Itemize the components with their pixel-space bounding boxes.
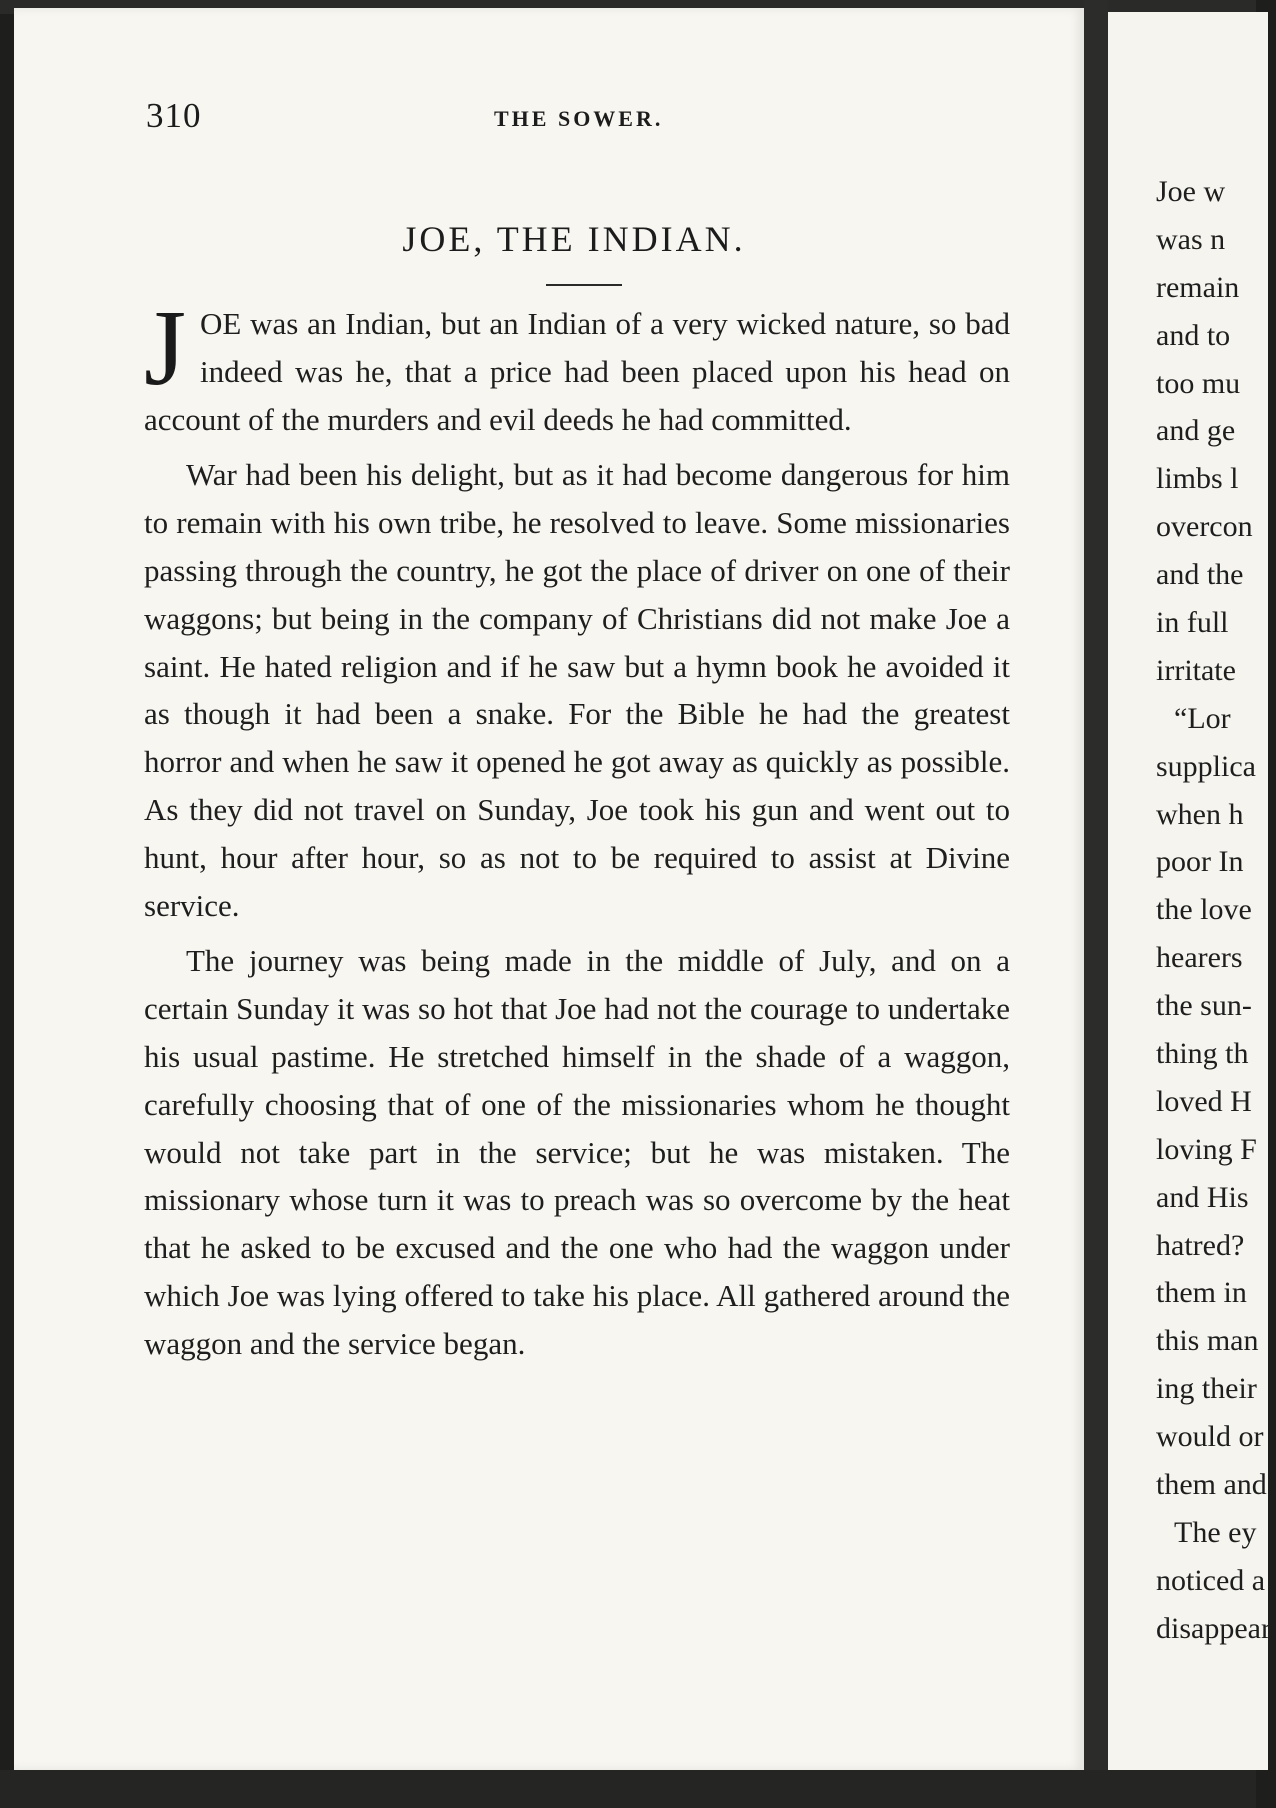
- drop-cap: J: [144, 289, 187, 408]
- facing-line: thing th: [1156, 1037, 1249, 1071]
- facing-line: poor In: [1156, 845, 1244, 879]
- title-rule: [546, 284, 622, 286]
- paragraph-2: War had been his delight, but as it had become dangerous for him to remain with his own tribe, he resolved to leave. Some missionaries passing through the country, he got the place of driver on one of their waggons; but being in the company of Christians did not make Joe a saint. He hated religion and if he saw but a hymn book he avoided it as though it had been a snake. For the Bible he had the greatest horror and when he saw it opened he got away as quickly as possible. As they did not travel on Sunday, Joe took his gun and went out to hunt, hour after hour, so as not to be required to assist at Divine service.: [144, 457, 1010, 923]
- scan-border-bottom: [0, 1770, 1256, 1808]
- facing-line: this man: [1156, 1324, 1259, 1358]
- facing-line: them in: [1156, 1276, 1247, 1310]
- facing-line: in full: [1156, 606, 1229, 640]
- article-title: JOE, THE INDIAN.: [402, 219, 746, 259]
- facing-line: and the: [1156, 558, 1244, 592]
- article-body: [144, 289, 1010, 1376]
- facing-line: would or: [1156, 1420, 1264, 1454]
- facing-line: remain: [1156, 270, 1240, 304]
- facing-line: disappear: [1156, 1611, 1271, 1645]
- facing-line: too mu: [1156, 366, 1241, 400]
- facing-line: ing their: [1156, 1372, 1257, 1406]
- facing-line: and to: [1156, 318, 1231, 352]
- paragraph-3: The journey was being made in the middle of July, and on a certain Sunday it was so hot that Joe had not the courage to undertake his usual pastime. He stretched himself in the shade of a waggon, carefully choosing that of one of the missionaries whom he thought would not take part in the service; but he was mistaken. The missionary whose turn it was to preach was so overcome by the heat that he asked to be excused and the one who had the waggon under which Joe was lying offered to take his place. All gathered around the waggon and the service began.: [144, 943, 1010, 1361]
- facing-page-text: [1156, 168, 1276, 1653]
- page-number: 310: [146, 96, 202, 135]
- facing-line: limbs l: [1156, 462, 1239, 496]
- facing-line: overcon: [1156, 510, 1253, 544]
- facing-line: hearers: [1156, 941, 1243, 975]
- facing-line: and ge: [1156, 414, 1236, 448]
- paragraph-1: [144, 289, 1010, 443]
- facing-line: Joe w: [1156, 175, 1226, 208]
- facing-line: supplica: [1156, 749, 1256, 783]
- facing-line: when h: [1156, 797, 1244, 831]
- facing-line: was n: [1156, 222, 1226, 256]
- facing-line: The ey: [1174, 1515, 1257, 1549]
- paragraph-1-text: OE was an Indian, but an Indian of a very wicked nature, so bad indeed was he, that a price had been placed upon his head on account of the murders and evil deeds he had committed.: [144, 306, 1010, 437]
- facing-line: loving F: [1156, 1132, 1257, 1166]
- facing-line: the sun-: [1156, 989, 1252, 1023]
- facing-line: them and: [1156, 1468, 1267, 1502]
- facing-line: hatred?: [1156, 1228, 1245, 1262]
- facing-line: irritate: [1156, 653, 1236, 687]
- facing-line: loved H: [1156, 1084, 1252, 1118]
- running-head: THE SOWER.: [494, 106, 664, 131]
- facing-line: “Lor: [1174, 701, 1231, 735]
- facing-line: and His: [1156, 1180, 1249, 1214]
- facing-line: the love: [1156, 893, 1252, 927]
- facing-line: noticed a: [1156, 1563, 1266, 1597]
- page-header: [134, 92, 1014, 142]
- book-gutter: [1084, 0, 1108, 1808]
